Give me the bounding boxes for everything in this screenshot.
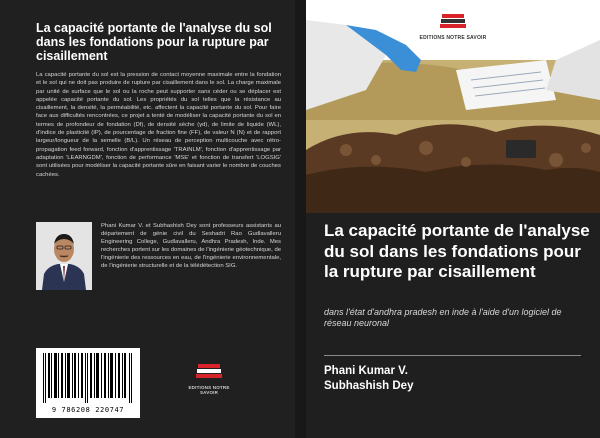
back-cover [0,0,295,438]
front-cover-title: La capacité portante de l'analyse du sol dans les fondations pour la rupture par cisaillement [324,221,590,281]
publisher-name: EDITIONS NOTRE SAVOIR [419,35,487,41]
author-bio: Phani Kumar V. et Subhashish Dey sont professeurs assistants au département de génie civil du Seshadri Rao Gudlavalleru Engineering College, Gudlavalleru, Andhra Pradesh, Inde. Mes recherches portent sur les domaines de l'ingénierie géotechnique, de l'ingénierie des ressources en eau, de l'ingénierie environnementale, de l'ingénierie structurelle et de la télédétection SIG. [101,223,281,270]
author-name: Subhashish Dey [324,379,414,392]
author-name: Phani Kumar V. [324,365,408,377]
author-portrait-image [36,222,92,290]
isbn-barcode [36,348,140,418]
barcode-bars [43,353,133,403]
front-cover-subtitle: dans l'état d'andhra pradesh en inde à l'aide d'un logiciel de réseau neuronal [324,307,562,328]
spine [295,0,306,438]
books-logo-icon [194,362,224,380]
publisher-logo-back [179,362,239,395]
isbn-digits: 9 786208 220747 [51,406,125,414]
author-photo [36,222,92,290]
authors [324,364,413,393]
publisher-name: EDITIONS NOTRE SAVOIR [188,385,230,395]
back-cover-title: La capacité portante de l'analyse du sol dans les fondations pour la rupture par cisaillement [36,21,272,63]
divider [324,355,581,356]
back-cover-blurb: La capacité portante du sol est la pression de contact moyenne maximale entre la fondation et le sol qui ne doit pas produire de rupture par cisaillement dans le sol. La charge maximale par unité de surface que le sol ou la roche peut supporter sans céder ou se déplacer est appelée capacité portante du sol. Les propriétés du sol telles que la résistance au cisaillement, la densité, la perméabilité, etc. affectent la capacité portante du sol. Pour faire face aux difficultés rencontrées, ce projet a tenté de modéliser la capacité portante du sol en termes de profondeur de fondation (Df), de densité sèche (γd), de limite de liquide (WL), d'indice de plasticité (IP), de pourcentage de fraction fine (FF), de valeur N (N) et de rapport largeur/longueur de la semelle (B/L). Un réseau de perception multicouche avec rétro-propagation feed forward, fonction d'apprentissage 'TRAINLM', fonction d'apprentissage par adaptation 'LEARNGDM', fonction de performance 'MSE' et fonction de transfert 'LOGSIG' sont utilisées pour modéliser la capacité portante sûre en faisant varier le nombre de couches cachées. [36,72,281,178]
books-logo-icon [438,12,468,30]
publisher-logo-front [306,12,600,41]
front-cover [306,0,600,438]
cover-photo [306,0,600,213]
